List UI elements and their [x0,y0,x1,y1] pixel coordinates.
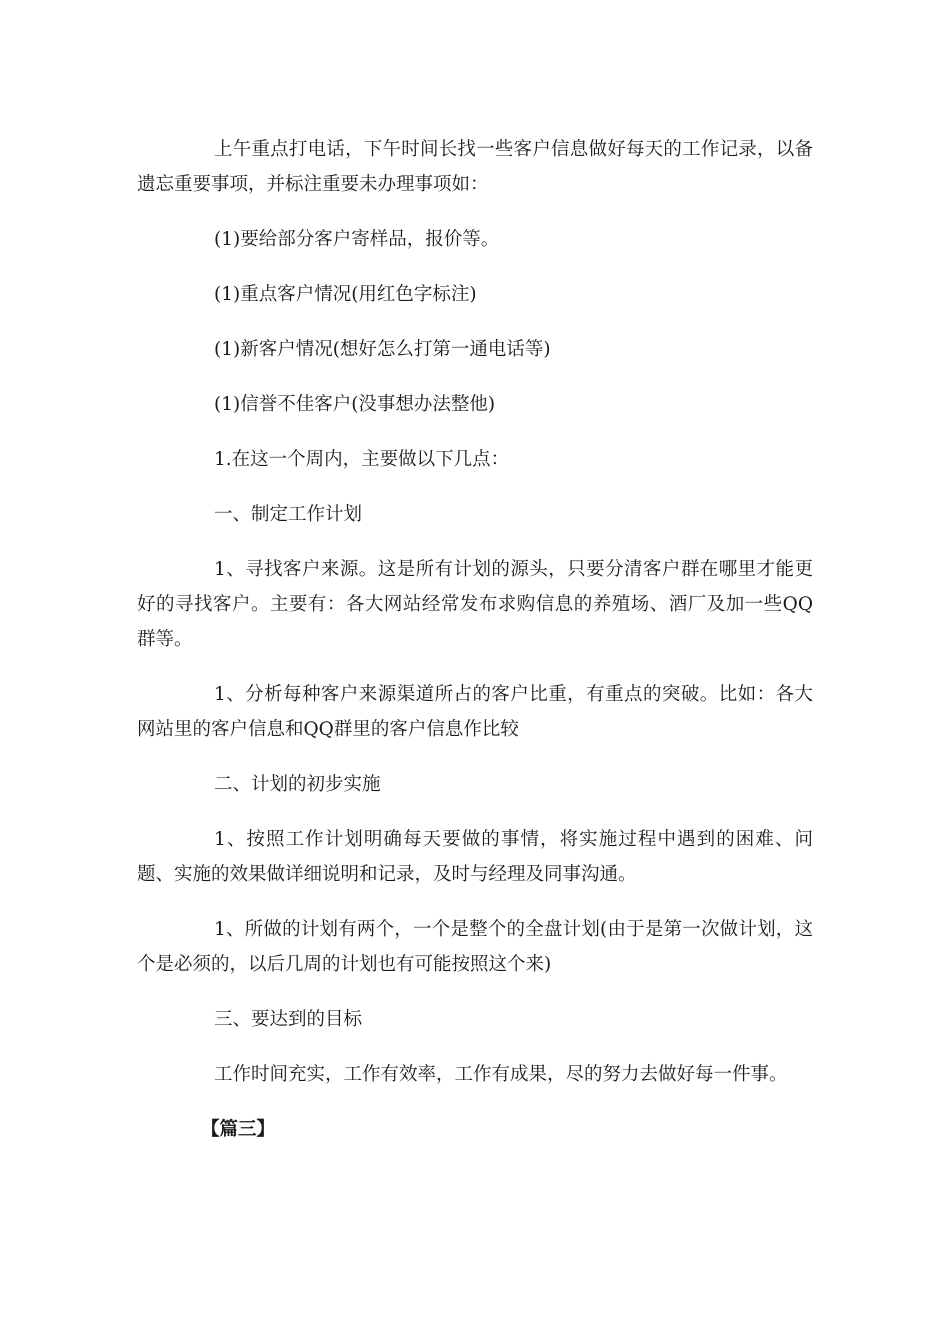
paragraph-two-plans: 1、所做的计划有两个，一个是整个的全盘计划(由于是第一次做计划，这个是必须的，以后几周的计划也有可能按照这个来) [137,919,813,975]
document-page [137,132,813,1147]
heading-plan-implementation: 二、计划的初步实施 [214,774,381,795]
paragraph-week-points: 1.在这一个周内，主要做以下几点： [214,449,510,470]
paragraph-item-new-clients: (1)新客户情况(想好怎么打第一通电话等) [214,339,551,360]
paragraph-daily-routine: 上午重点打电话，下午时间长找一些客户信息做好每天的工作记录，以备遗忘重要事项，并标注重要未办理事项如： [137,139,813,195]
paragraph-find-sources: 1、寻找客户来源。这是所有计划的源头，只要分清客户群在哪里才能更好的寻找客户。主要有：各大网站经常发布求购信息的养殖场、酒厂及加一些QQ群等。 [137,559,813,650]
paragraph-item-key-clients: (1)重点客户情况(用红色字标注) [214,284,477,305]
paragraph-item-samples: (1)要给部分客户寄样品，报价等。 [214,229,500,250]
paragraph-goal-statement: 工作时间充实，工作有效率，工作有成果，尽的努力去做好每一件事。 [214,1064,788,1085]
paragraph-item-bad-credit: (1)信誉不佳客户(没事想办法整他) [214,394,496,415]
paragraph-analyze-sources: 1、分析每种客户来源渠道所占的客户比重，有重点的突破。比如：各大网站里的客户信息和QQ群里的客户信息作比较 [137,684,813,740]
section-heading: 【篇三】 [201,1119,276,1140]
heading-work-plan: 一、制定工作计划 [214,504,363,525]
paragraph-daily-tasks: 1、按照工作计划明确每天要做的事情，将实施过程中遇到的困难、问题、实施的效果做详细说明和记录，及时与经理及同事沟通。 [137,829,813,885]
heading-goals: 三、要达到的目标 [214,1009,363,1030]
